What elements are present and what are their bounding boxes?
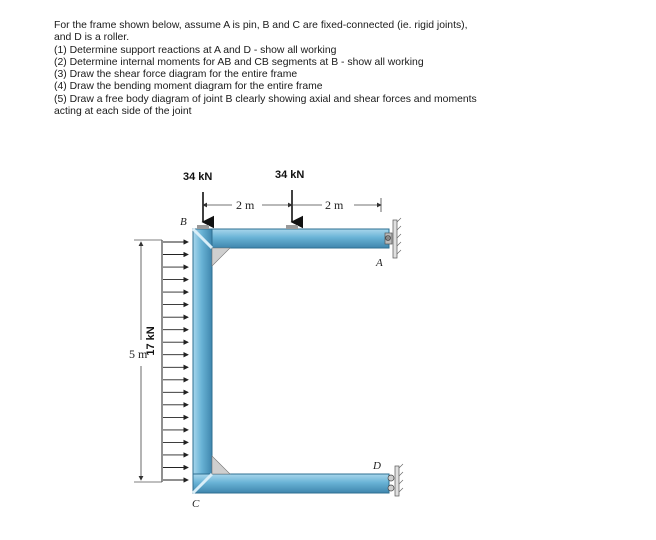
question-line: (4) Draw the bending moment diagram for the entire frame — [54, 81, 323, 93]
roller-support-d — [388, 464, 403, 496]
height-dimension — [134, 240, 162, 482]
gusset-c — [212, 456, 230, 474]
joint-c-label: C — [192, 498, 200, 510]
frame-members — [193, 225, 389, 493]
distributed-load — [162, 240, 188, 482]
joint-a-label: A — [376, 257, 383, 269]
pin-support-a — [385, 218, 401, 258]
question-line: (2) Determine internal moments for AB and CB segments at B - show all working — [54, 56, 424, 68]
joint-d-label: D — [373, 460, 381, 472]
question-line: acting at each side of the joint — [54, 106, 192, 118]
gusset-b — [212, 248, 230, 266]
question-line: For the frame shown below, assume A is pin, B and C are fixed-connected (ie. rigid joints), — [54, 20, 468, 31]
question-line: (3) Draw the shear force diagram for the entire frame — [54, 69, 298, 81]
load-1-label: 34 kN — [183, 171, 213, 183]
member-bc — [193, 229, 212, 493]
question-line: (1) Determine support reactions at A and D - show all working — [54, 44, 337, 56]
dim-1-label: 2 m — [236, 198, 255, 212]
question-line: (5) Draw a free body diagram of joint B clearly showing axial and shear forces and moments — [54, 93, 477, 105]
dim-2-label: 2 m — [325, 198, 344, 212]
height-dim-label: 5 m — [129, 347, 148, 361]
question-line: and D is a roller. — [54, 32, 130, 44]
load-2-label: 34 kN — [275, 169, 305, 181]
member-ba — [193, 229, 389, 248]
member-cd — [193, 474, 389, 493]
joint-b-label: B — [180, 216, 187, 228]
distributed-load-label: 17 kN — [145, 326, 157, 356]
